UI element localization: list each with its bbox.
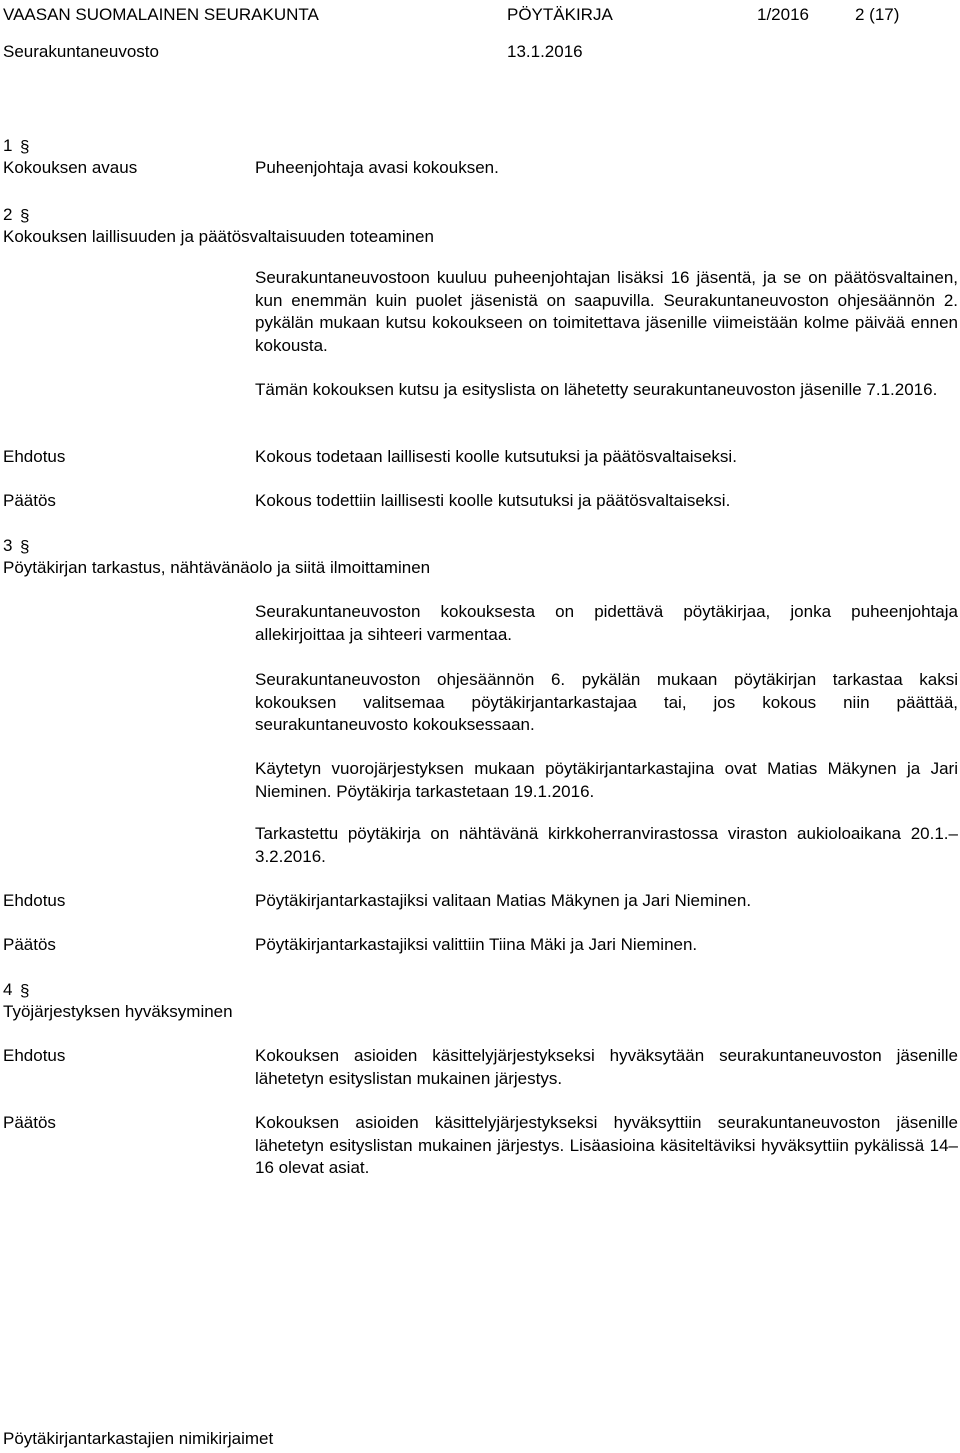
section-title: Kokouksen laillisuuden ja päätösvaltaisuuden toteaminen: [3, 227, 434, 246]
section-title: Työjärjestyksen hyväksyminen: [3, 1002, 233, 1021]
page-number: 2 (17): [855, 5, 900, 24]
svg-text:§: §: [20, 137, 30, 156]
meeting-date: 13.1.2016: [507, 42, 583, 61]
decision-label: Päätös: [3, 1113, 56, 1132]
section-sign-icon: [20, 205, 28, 225]
section-number: 2: [3, 205, 13, 224]
organization-name: VAASAN SUOMALAINEN SEURAKUNTA: [3, 5, 319, 24]
section-sign-icon: [20, 136, 28, 156]
signatures-label: Pöytäkirjantarkastajien nimikirjaimet: [3, 1429, 274, 1448]
section-number: 4: [3, 980, 13, 999]
section-sign-icon: [20, 980, 28, 1000]
proposal-text: Kokouksen asioiden käsittelyjärjestykseksi hyväksytään seurakuntaneuvoston jäsenille lähetetyn esityslistan mukainen järjestys.: [255, 1046, 958, 1088]
section-title: Pöytäkirjan tarkastus, nähtävänäolo ja siitä ilmoittaminen: [3, 558, 431, 577]
decision-text: Kokouksen asioiden käsittelyjärjestykseksi hyväksyttiin seurakuntaneuvoston jäsenille lähetetyn esityslistan mukainen järjestys. Lisäasioina käsiteltäviksi hyväksyttiin pykälissä 14–16 olevat asiat.: [255, 1113, 958, 1177]
decision-label: Päätös: [3, 935, 56, 954]
decision-text: Kokous todettiin laillisesti koolle kutsutuksi ja päätösvaltaiseksi.: [255, 491, 731, 510]
proposal-label: Ehdotus: [3, 1046, 66, 1065]
document-number: 1/2016: [757, 5, 809, 24]
section-title: Kokouksen avaus: [3, 158, 138, 177]
svg-text:§: §: [20, 981, 30, 1000]
svg-text:§: §: [20, 537, 30, 556]
document-type: PÖYTÄKIRJA: [507, 5, 613, 24]
section-number: 3: [3, 536, 13, 555]
section-paragraph: Seurakuntaneuvoston ohjesäännön 6. pykälän mukaan pöytäkirjan tarkastaa kaksi kokouksen valitsemaa pöytäkirjantarkastajaa tai, jos kokous niin päättää, seurakuntaneuvosto kokouksessaan.: [255, 670, 958, 734]
decision-text: Pöytäkirjantarkastajiksi valittiin Tiina Mäki ja Jari Nieminen.: [255, 935, 698, 954]
section-paragraph: Käytetyn vuorojärjestyksen mukaan pöytäkirjantarkastajina ovat Matias Mäkynen ja Jari Nieminen. Pöytäkirja tarkastetaan 19.1.2016.: [255, 759, 958, 801]
proposal-label: Ehdotus: [3, 447, 66, 466]
section-sign-icon: [20, 536, 28, 556]
proposal-label: Ehdotus: [3, 891, 66, 910]
decision-label: Päätös: [3, 491, 56, 510]
section-paragraph: Tämän kokouksen kutsu ja esityslista on lähetetty seurakuntaneuvoston jäsenille 7.1.2016.: [255, 380, 938, 399]
meeting-body: Seurakuntaneuvosto: [3, 42, 159, 61]
proposal-text: Pöytäkirjantarkastajiksi valitaan Matias Mäkynen ja Jari Nieminen.: [255, 891, 752, 910]
proposal-text: Kokous todetaan laillisesti koolle kutsutuksi ja päätösvaltaiseksi.: [255, 447, 737, 466]
section-paragraph: Seurakuntaneuvostoon kuuluu puheenjohtajan lisäksi 16 jäsentä, ja se on päätösvaltainen, kun enemmän kuin puolet jäsenistä on saapuvilla. Seurakuntaneuvoston ohjesäännön 2. pykälän mukaan kutsu kokoukseen on toimitettava jäsenille viimeistään kolme päivää ennen kokousta.: [255, 268, 958, 355]
svg-text:§: §: [20, 206, 30, 225]
section-paragraph: Seurakuntaneuvoston kokouksesta on pidettävä pöytäkirjaa, jonka puheenjohtaja allekirjoittaa ja sihteeri varmentaa.: [255, 602, 958, 644]
section-number: 1: [3, 136, 13, 155]
section-text: Puheenjohtaja avasi kokouksen.: [255, 158, 499, 177]
section-paragraph: Tarkastettu pöytäkirja on nähtävänä kirkkoherranvirastossa viraston aukioloaikana 20.1.–3.2.2016.: [255, 824, 958, 866]
